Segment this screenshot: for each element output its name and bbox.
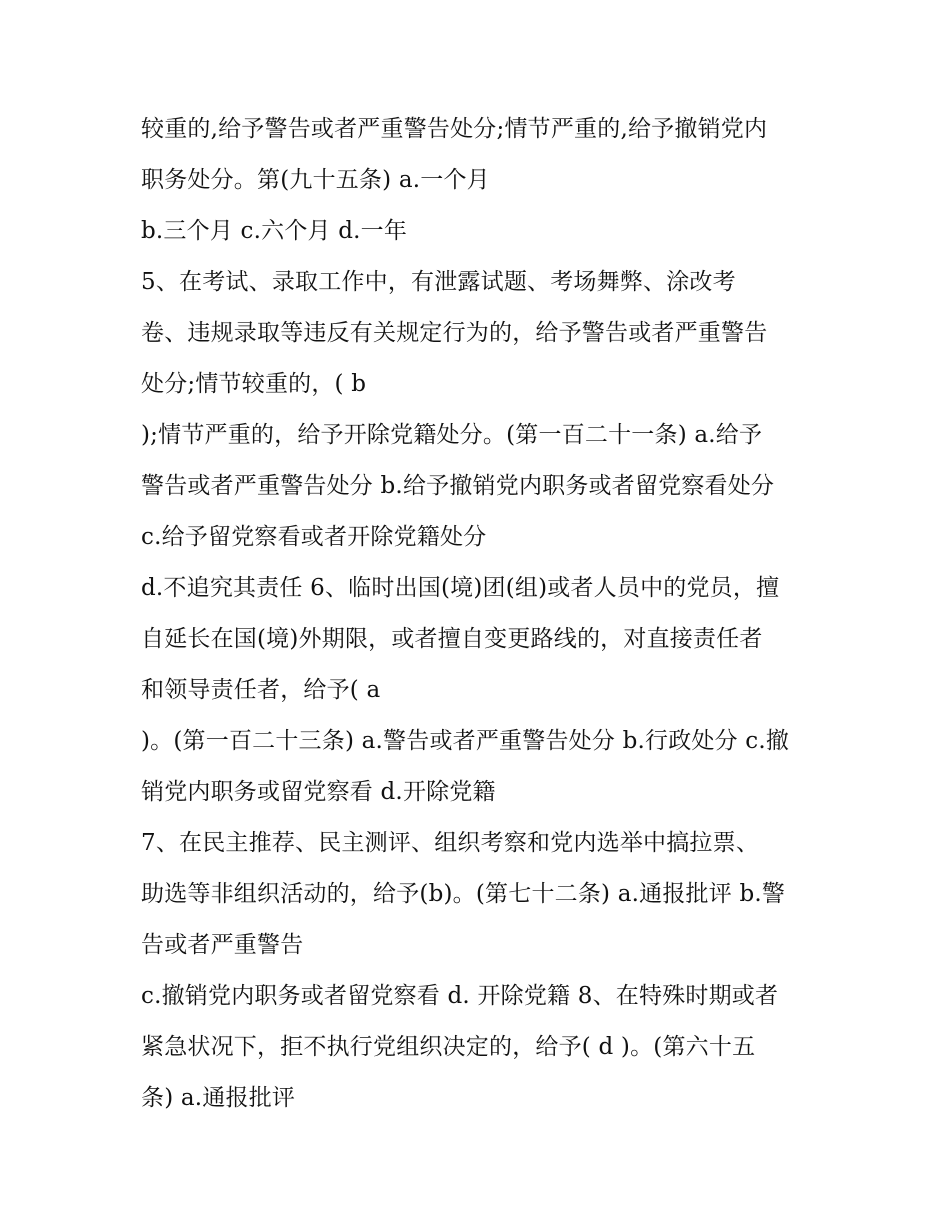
text-line: 7、在民主推荐、民主测评、组织考察和党内选举中搞拉票、	[141, 830, 760, 856]
text-line: 紧急状况下，拒不执行党组织决定的，给予( d )。(第六十五	[141, 1034, 756, 1060]
text-line: 和领导责任者，给予( a	[141, 677, 381, 703]
text-line: 自延长在国(境)外期限，或者擅自变更路线的，对直接责任者	[141, 626, 763, 652]
text-line: );情节严重的，给予开除党籍处分。(第一百二十一条) a.给予	[141, 422, 763, 448]
text-line: 处分;情节较重的，( b	[141, 371, 367, 397]
text-line: 警告或者严重警告处分 b.给予撤销党内职务或者留党察看处分	[141, 473, 775, 499]
text-line: b.三个月 c.六个月 d.一年	[141, 218, 408, 244]
text-line: 销党内职务或留党察看 d.开除党籍	[141, 779, 496, 805]
text-line: )。(第一百二十三条) a.警告或者严重警告处分 b.行政处分 c.撤	[141, 728, 790, 754]
text-line: 助选等非组织活动的，给予(b)。(第七十二条) a.通报批评 b.警	[141, 881, 786, 907]
text-line: 卷、违规录取等违反有关规定行为的，给予警告或者严重警告	[141, 320, 768, 346]
text-line: 条) a.通报批评	[141, 1085, 296, 1111]
text-line: 较重的,给予警告或者严重警告处分;情节严重的,给予撤销党内	[141, 116, 768, 142]
text-line: c.给予留党察看或者开除党籍处分	[141, 524, 487, 550]
text-line: 职务处分。第(九十五条) a.一个月	[141, 167, 490, 193]
text-line: 告或者严重警告	[141, 932, 304, 958]
text-line: 5、在考试、录取工作中，有泄露试题、考场舞弊、涂改考	[141, 269, 736, 295]
document-body	[141, 104, 821, 1124]
text-line: c.撤销党内职务或者留党察看 d. 开除党籍 8、在特殊时期或者	[141, 983, 779, 1009]
text-line: d.不追究其责任 6、临时出国(境)团(组)或者人员中的党员，擅	[141, 575, 780, 601]
